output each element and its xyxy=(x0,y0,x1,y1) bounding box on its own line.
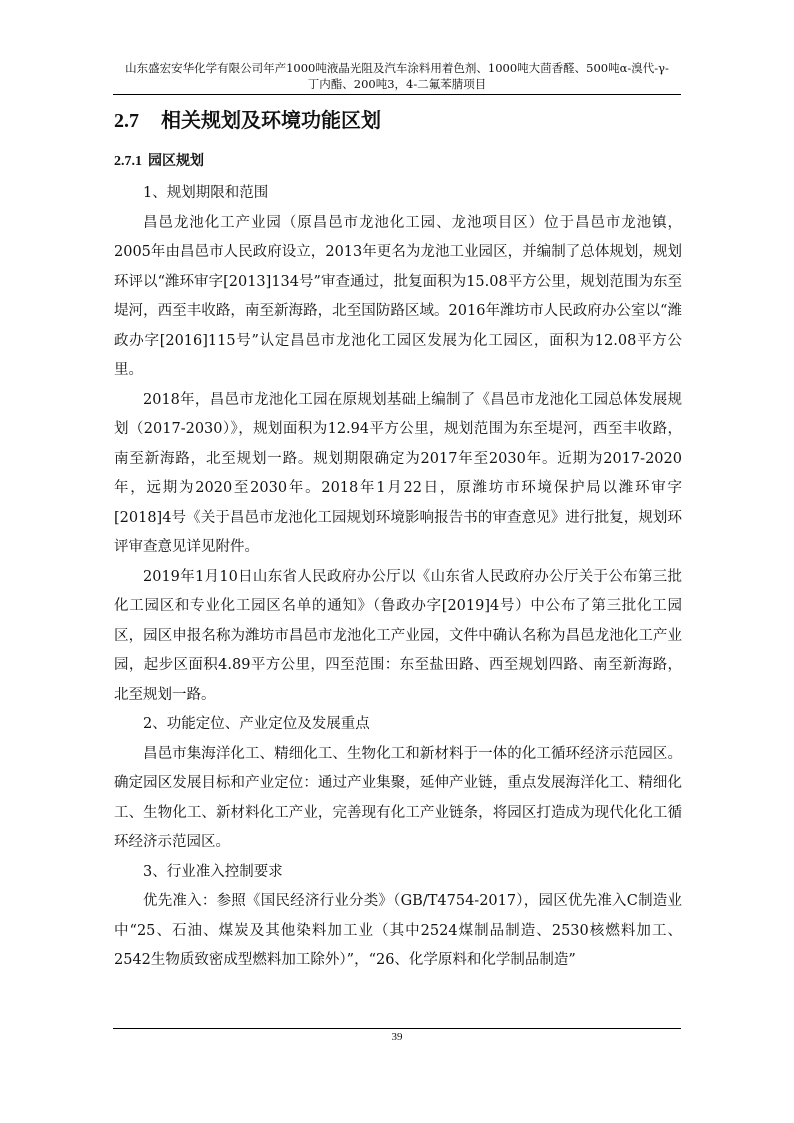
header-line-2: 丁内酯、200吨3，4-二氟苯腈项目 xyxy=(307,77,487,91)
subsection-title: 园区规划 xyxy=(148,153,204,169)
paragraph: 昌邑市集海洋化工、精细化工、生物化工和新材料于一体的化工循环经济示范园区。确定园区发展目标和产业定位：通过产业集聚，延伸产业链，重点发展海洋化工、精细化工、生物化工、新材料化工产业，完善现有化工产业链条，将园区打造成为现代化化工循环经济示范园区。 xyxy=(114,745,682,850)
body-text xyxy=(114,179,682,976)
list-heading-3: 3、行业准入控制要求 xyxy=(143,863,283,880)
list-heading-1: 1、规划期限和范围 xyxy=(143,185,269,201)
paragraph: 2019年1月10日山东省人民政府办公厅以《山东省人民政府办公厅关于公布第三批化工园区和专业化工园区名单的通知》（鲁政办字[2019]4号）中公布了第三批化工园区，园区申报名称为潍坊市昌邑市龙池化工产业园，文件中确认名称为昌邑龙池化工产业园，起步区面积4.89平方公里，四至范围：东至盐田路、西至规划四路、南至新海路，北至规划一路。 xyxy=(114,568,682,703)
subsection-number: 2.7.1 xyxy=(114,154,142,169)
section-heading xyxy=(114,104,381,133)
page-header xyxy=(113,60,681,92)
section-title: 相关规划及环境功能区划 xyxy=(161,108,381,132)
header-rule xyxy=(113,94,681,95)
section-number: 2.7 xyxy=(114,110,139,132)
subsection-heading xyxy=(114,150,204,170)
paragraph: 优先准入：参照《国民经济行业分类》（GB/T4754-2017），园区优先准入C制造业中“25、石油、煤炭及其他染料加工业（其中2524煤制品制造、2530核燃料加工、2542生物质致密成型燃料加工除外）”，“26、化学原料和化学制品制造” xyxy=(114,893,682,968)
footer-rule xyxy=(113,1028,681,1029)
page-number: 39 xyxy=(391,1031,403,1043)
list-heading-2: 2、功能定位、产业定位及发展重点 xyxy=(143,716,370,732)
header-line-1: 山东盛宏安华化学有限公司年产1000吨液晶光阻及汽车涂料用着色剂、1000吨大茴香醛、500吨α-溴代-γ- xyxy=(125,61,669,75)
paragraph: 2018年，昌邑市龙池化工园在原规划基础上编制了《昌邑市龙池化工园总体发展规划（2017-2030）》，规划面积为12.94平方公里，规划范围为东至堤河，西至丰收路，南至新海路，北至规划一路。规划期限确定为2017年至2030年。近期为2017-2020年，远期为2020至2030年。2018年1月22日，原潍坊市环境保护局以潍环审字[2018]4号《关于昌邑市龙池化工园规划环境影响报告书的审查意见》进行批复，规划环评审查意见详见附件。 xyxy=(114,391,682,555)
paragraph: 昌邑龙池化工产业园（原昌邑市龙池化工园、龙池项目区）位于昌邑市龙池镇，2005年由昌邑市人民政府设立，2013年更名为龙池工业园区，并编制了总体规划，规划环评以“潍环审字[2013]134号”审查通过，批复面积为15.08平方公里，规划范围为东至堤河，西至丰收路，南至新海路，北至国防路区域。2016年潍坊市人民政府办公室以“潍政办字[2016]115号”认定昌邑市龙池化工园区发展为化工园区，面积为12.08平方公里。 xyxy=(114,214,682,378)
